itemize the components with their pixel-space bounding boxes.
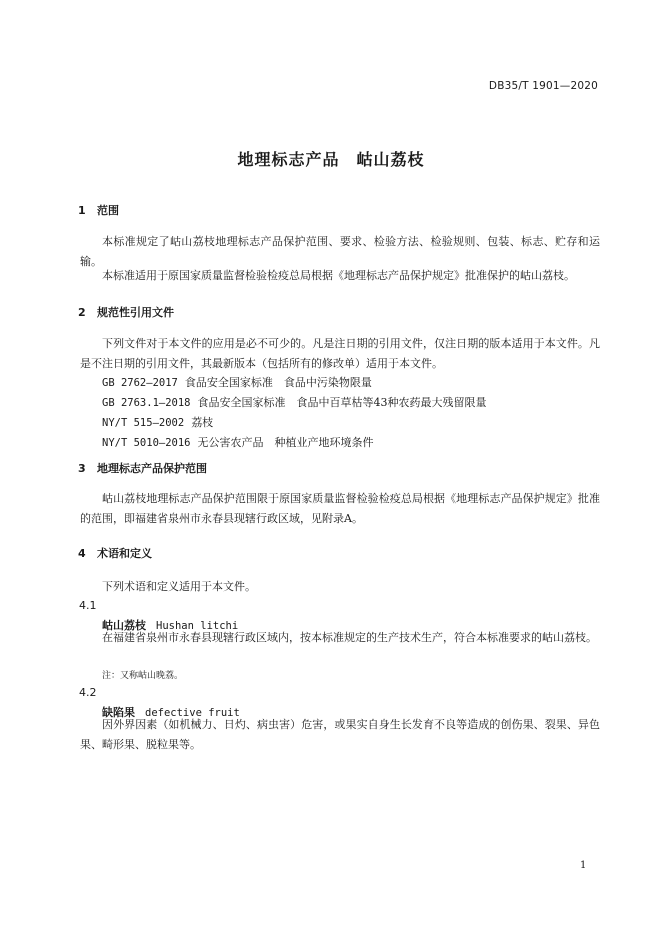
section-2-paragraph-1: 下列文件对于本文件的应用是必不可少的。凡是注日期的引用文件，仅注日期的版本适用于本文件。凡是不注日期的引用文件，其最新版本（包括所有的修改单）适用于本文件。 bbox=[80, 337, 600, 370]
reference-code: GB 2763.1—2018 bbox=[102, 397, 191, 409]
reference-item bbox=[102, 394, 487, 410]
reference-item bbox=[102, 374, 372, 390]
section-4-paragraph-1: 下列术语和定义适用于本文件。 bbox=[102, 580, 256, 593]
section-number: 1 bbox=[78, 204, 86, 217]
term-definition: 在福建省泉州市永春县现辖行政区域内，按本标准规定的生产技术生产，符合本标准要求的岵山荔枝。 bbox=[102, 631, 597, 644]
term-definition: 因外界因素（如机械力、日灼、病虫害）危害，或果实自身生长发育不良等造成的创伤果、裂果、异色果、畸形果、脱粒果等。 bbox=[80, 718, 600, 751]
section-3-paragraph-1: 岵山荔枝地理标志产品保护范围限于原国家质量监督检验检疫总局根据《地理标志产品保护规定》批准的范围，即福建省泉州市永春县现辖行政区域，见附录A。 bbox=[80, 492, 600, 525]
reference-code: GB 2762—2017 bbox=[102, 377, 178, 389]
section-title: 术语和定义 bbox=[97, 547, 152, 560]
term-number: 4.2 bbox=[79, 686, 97, 699]
reference-item bbox=[102, 414, 213, 430]
reference-title: 无公害农产品 种植业产地环境条件 bbox=[197, 436, 374, 449]
section-2-heading bbox=[78, 304, 174, 320]
section-4-heading bbox=[78, 545, 152, 561]
reference-item bbox=[102, 434, 374, 450]
section-1-heading bbox=[78, 202, 119, 218]
section-number: 4 bbox=[78, 547, 86, 560]
section-3-heading bbox=[78, 460, 207, 476]
section-title: 地理标志产品保护范围 bbox=[97, 462, 207, 475]
reference-title: 食品安全国家标准 食品中污染物限量 bbox=[184, 376, 372, 389]
term-zh: 缺陷果 bbox=[102, 706, 135, 719]
section-title: 规范性引用文件 bbox=[97, 306, 174, 319]
page-title: 地理标志产品 岵山荔枝 bbox=[237, 150, 425, 169]
page-number: 1 bbox=[580, 860, 587, 871]
term-en: Hushan litchi bbox=[156, 620, 239, 632]
section-number: 2 bbox=[78, 306, 86, 319]
reference-code: NY/T 5010—2016 bbox=[102, 437, 191, 449]
reference-title: 食品安全国家标准 食品中百草枯等43种农药最大残留限量 bbox=[197, 396, 487, 409]
term-note: 注：又称岵山晚荔。 bbox=[102, 671, 184, 681]
term-number: 4.1 bbox=[79, 599, 97, 612]
document-code: DB35/T 1901—2020 bbox=[488, 80, 598, 92]
section-number: 3 bbox=[78, 462, 86, 475]
section-title: 范围 bbox=[97, 204, 119, 217]
section-1-paragraph-2: 本标准适用于原国家质量监督检验检疫总局根据《地理标志产品保护规定》批准保护的岵山荔枝。 bbox=[102, 269, 575, 282]
reference-code: NY/T 515—2002 bbox=[102, 417, 185, 429]
term-en: defective fruit bbox=[145, 707, 240, 719]
reference-title: 荔枝 bbox=[191, 416, 214, 429]
section-1-paragraph-1: 本标准规定了岵山荔枝地理标志产品保护范围、要求、检验方法、检验规则、包装、标志、贮存和运输。 bbox=[80, 235, 600, 268]
term-zh: 岵山荔枝 bbox=[102, 619, 146, 632]
